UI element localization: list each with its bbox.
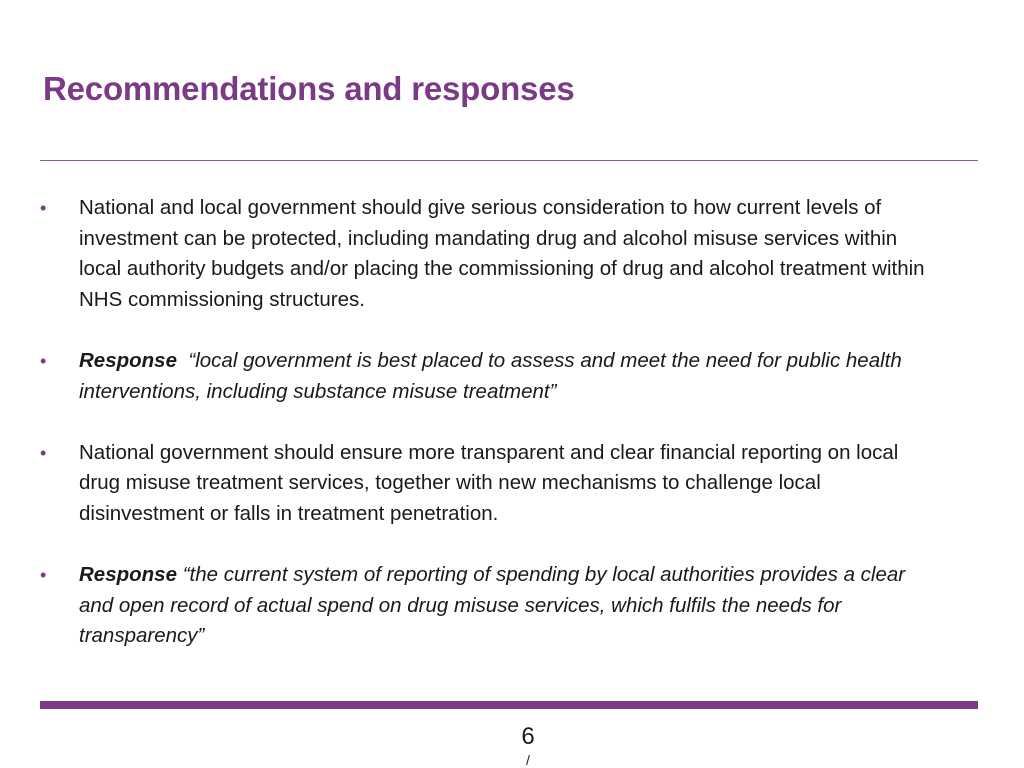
recommendation-text: National and local government should give serious consideration to how current levels of investment can be protected, including mandating drug and alcohol misuse services within local authority budgets and/or placing the commissioning of drug and alcohol treatment within NHS commissioning structures. — [79, 196, 925, 311]
footer-bar — [40, 701, 978, 709]
response-label: Response — [79, 348, 177, 372]
response-label: Response — [79, 563, 177, 587]
page-number: 6 — [521, 723, 535, 750]
title-divider — [40, 160, 978, 161]
slide-title: Recommendations and responses — [43, 70, 575, 107]
response-quote: “local government is best placed to assess and meet the need for public health interventions, including substance misuse treatment” — [79, 348, 902, 403]
list-item-recommendation-2 — [40, 438, 940, 530]
bullet-icon: • — [40, 198, 47, 218]
bullet-icon: • — [40, 565, 47, 586]
list-item-response-2 — [40, 560, 940, 652]
bullet-icon: • — [40, 350, 47, 371]
page-separator: / — [526, 752, 530, 768]
recommendations-list — [40, 193, 940, 652]
bullet-icon: • — [40, 442, 47, 463]
response-quote: “the current system of reporting of spending by local authorities provides a clear and open record of actual spend on drug misuse services, which fulfils the needs for transparency” — [79, 563, 906, 648]
list-item-response-1 — [40, 346, 940, 407]
recommendation-text: National government should ensure more transparent and clear financial reporting on local drug misuse treatment services, together with new mechanisms to challenge local disinvestment or falls in treatment penetration. — [79, 440, 899, 525]
list-item-recommendation-1 — [40, 193, 940, 315]
